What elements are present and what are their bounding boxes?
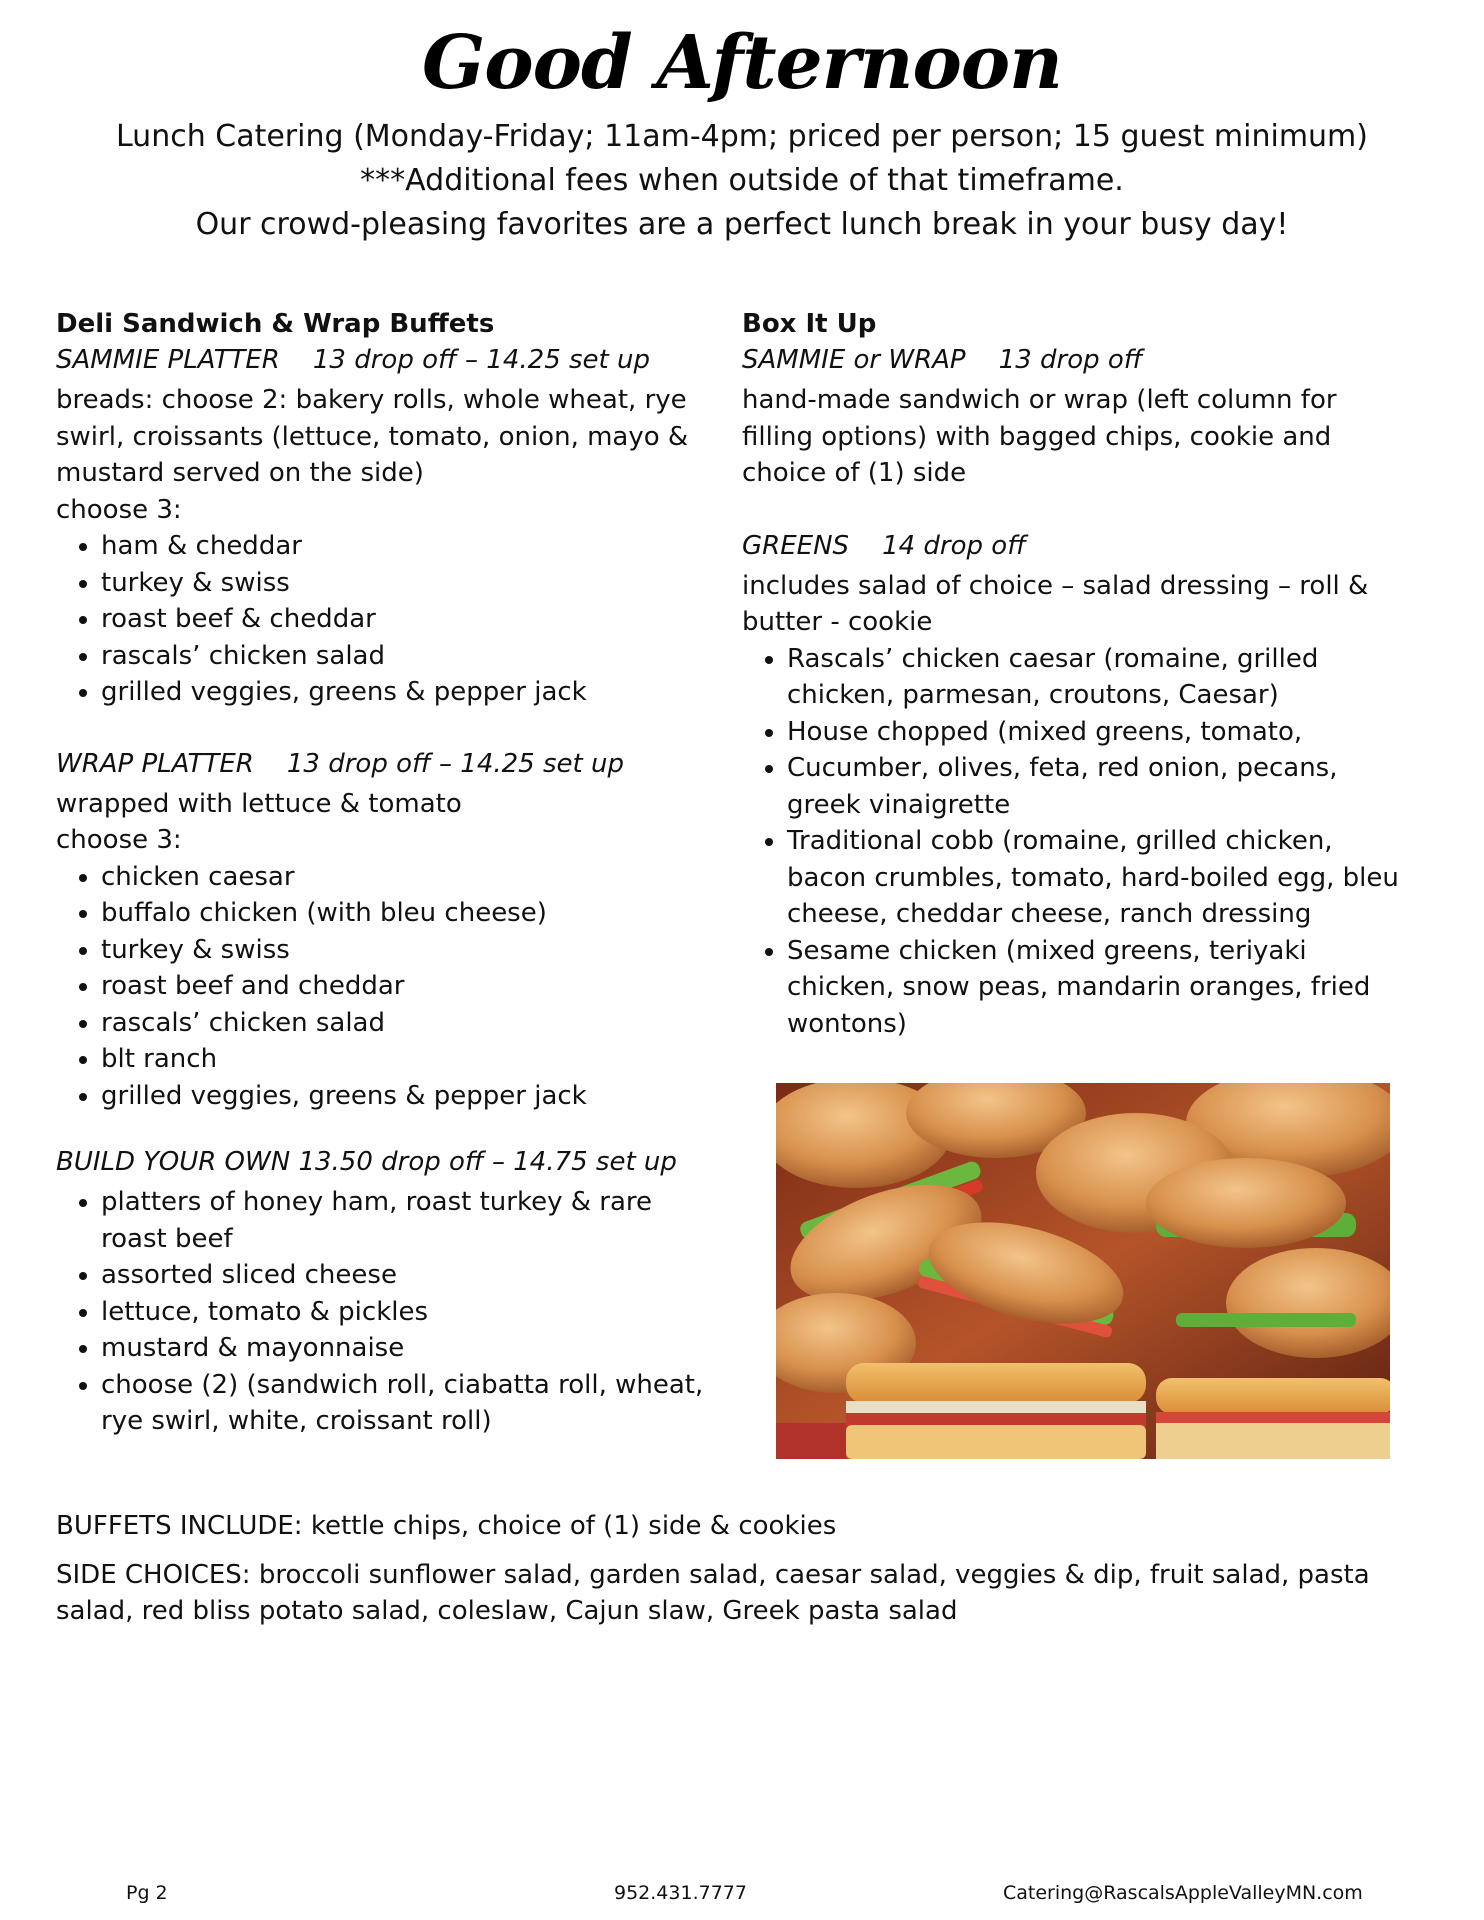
greens-title: GREENS 14 drop off — [742, 530, 1026, 561]
page-title: Good Afternoon — [422, 20, 1062, 106]
build-your-own-title: BUILD YOUR OWN 13.50 drop off – 14.75 set up — [56, 1147, 677, 1177]
box-title: SAMMIE or WRAP 13 drop off — [742, 345, 1143, 375]
buffets-include: BUFFETS INCLUDE: kettle chips, choice of (1) side & cookies — [56, 1511, 837, 1541]
side-choices: SIDE CHOICES: broccoli sunflower salad, garden salad, caesar salad, veggies & dip, fruit salad, pasta salad, red bliss potato salad, coleslaw, Cajun slaw, Greek pasta salad — [56, 1559, 1370, 1626]
list-item: • grilled veggies, greens & pepper jack — [101, 1078, 746, 1115]
list-item: • Cucumber, olives, feta, red onion, pecans, greek vinaigrette — [787, 750, 1402, 823]
list-item: • grilled veggies, greens & pepper jack — [101, 674, 746, 711]
list-item: • rascals’ chicken salad — [101, 638, 746, 675]
email-address: Catering@RascalsAppleValleyMN.com — [1003, 1882, 1363, 1904]
sammie-platter-title: SAMMIE PLATTER 13 drop off – 14.25 set up — [56, 345, 650, 375]
list-item: • Traditional cobb (romaine, grilled chicken, bacon crumbles, tomato, hard-boiled egg, bleu cheese, cheddar cheese, ranch dressing — [787, 823, 1402, 933]
sammie-platter-desc: breads: choose 2: bakery rolls, whole wheat, rye swirl, croissants (lettuce, tomato, onion, mayo & mustard served on the side) — [56, 385, 689, 488]
left-column — [56, 306, 746, 1440]
list-item: • choose (2) (sandwich roll, ciabatta roll, wheat, rye swirl, white, croissant roll) — [101, 1367, 746, 1440]
wrap-items — [56, 859, 746, 1115]
intro-line: ***Additional fees when outside of that timeframe. — [360, 163, 1124, 198]
intro-line: Our crowd-pleasing favorites are a perfect lunch break in your busy day! — [195, 207, 1289, 242]
list-item: • Rascals’ chicken caesar (romaine, grilled chicken, parmesan, croutons, Caesar) — [787, 641, 1402, 714]
section-heading: Deli Sandwich & Wrap Buffets — [56, 309, 495, 339]
list-item: • platters of honey ham, roast turkey & rare roast beef — [101, 1184, 661, 1257]
list-item: • roast beef and cheddar — [101, 968, 746, 1005]
list-item: • House chopped (mixed greens, tomato, — [787, 714, 1402, 751]
list-item: • lettuce, tomato & pickles — [101, 1294, 746, 1331]
intro-line: Lunch Catering (Monday-Friday; 11am-4pm; priced per person; 15 guest minimum) — [116, 119, 1368, 154]
list-item: • mustard & mayonnaise — [101, 1330, 746, 1367]
phone-number: 952.431.7777 — [614, 1882, 747, 1904]
list-item: • buffalo chicken (with bleu cheese) — [101, 895, 746, 932]
list-item: • Sesame chicken (mixed greens, teriyaki chicken, snow peas, mandarin oranges, fried wontons) — [787, 933, 1402, 1043]
choose-label: choose 3: — [56, 825, 182, 855]
list-item: • assorted sliced cheese — [101, 1257, 746, 1294]
list-item: • turkey & swiss — [101, 565, 746, 602]
list-item: • chicken caesar — [101, 859, 746, 896]
list-item: • blt ranch — [101, 1041, 746, 1078]
greens-items — [742, 641, 1402, 1043]
section-heading: Box It Up — [742, 309, 877, 339]
page-number: Pg 2 — [126, 1882, 168, 1904]
wrap-platter-desc: wrapped with lettuce & tomato — [56, 788, 462, 819]
list-item: • turkey & swiss — [101, 932, 746, 969]
greens-desc: includes salad of choice – salad dressing – roll & butter - cookie — [742, 570, 1369, 637]
choose-label: choose 3: — [56, 494, 182, 525]
list-item: • roast beef & cheddar — [101, 601, 746, 638]
list-item: • rascals’ chicken salad — [101, 1005, 746, 1042]
box-desc: hand-made sandwich or wrap (left column for filling options) with bagged chips, cookie and choice of (1) side — [742, 385, 1337, 488]
intro — [0, 115, 1484, 247]
wrap-platter-title: WRAP PLATTER 13 drop off – 14.25 set up — [56, 748, 624, 779]
list-item: • ham & cheddar — [101, 528, 746, 565]
sammie-items — [56, 528, 746, 711]
bottom-notes — [56, 1508, 1436, 1642]
sandwich-platter-photo — [776, 1083, 1390, 1459]
build-items — [56, 1184, 746, 1440]
right-column — [742, 306, 1402, 1042]
